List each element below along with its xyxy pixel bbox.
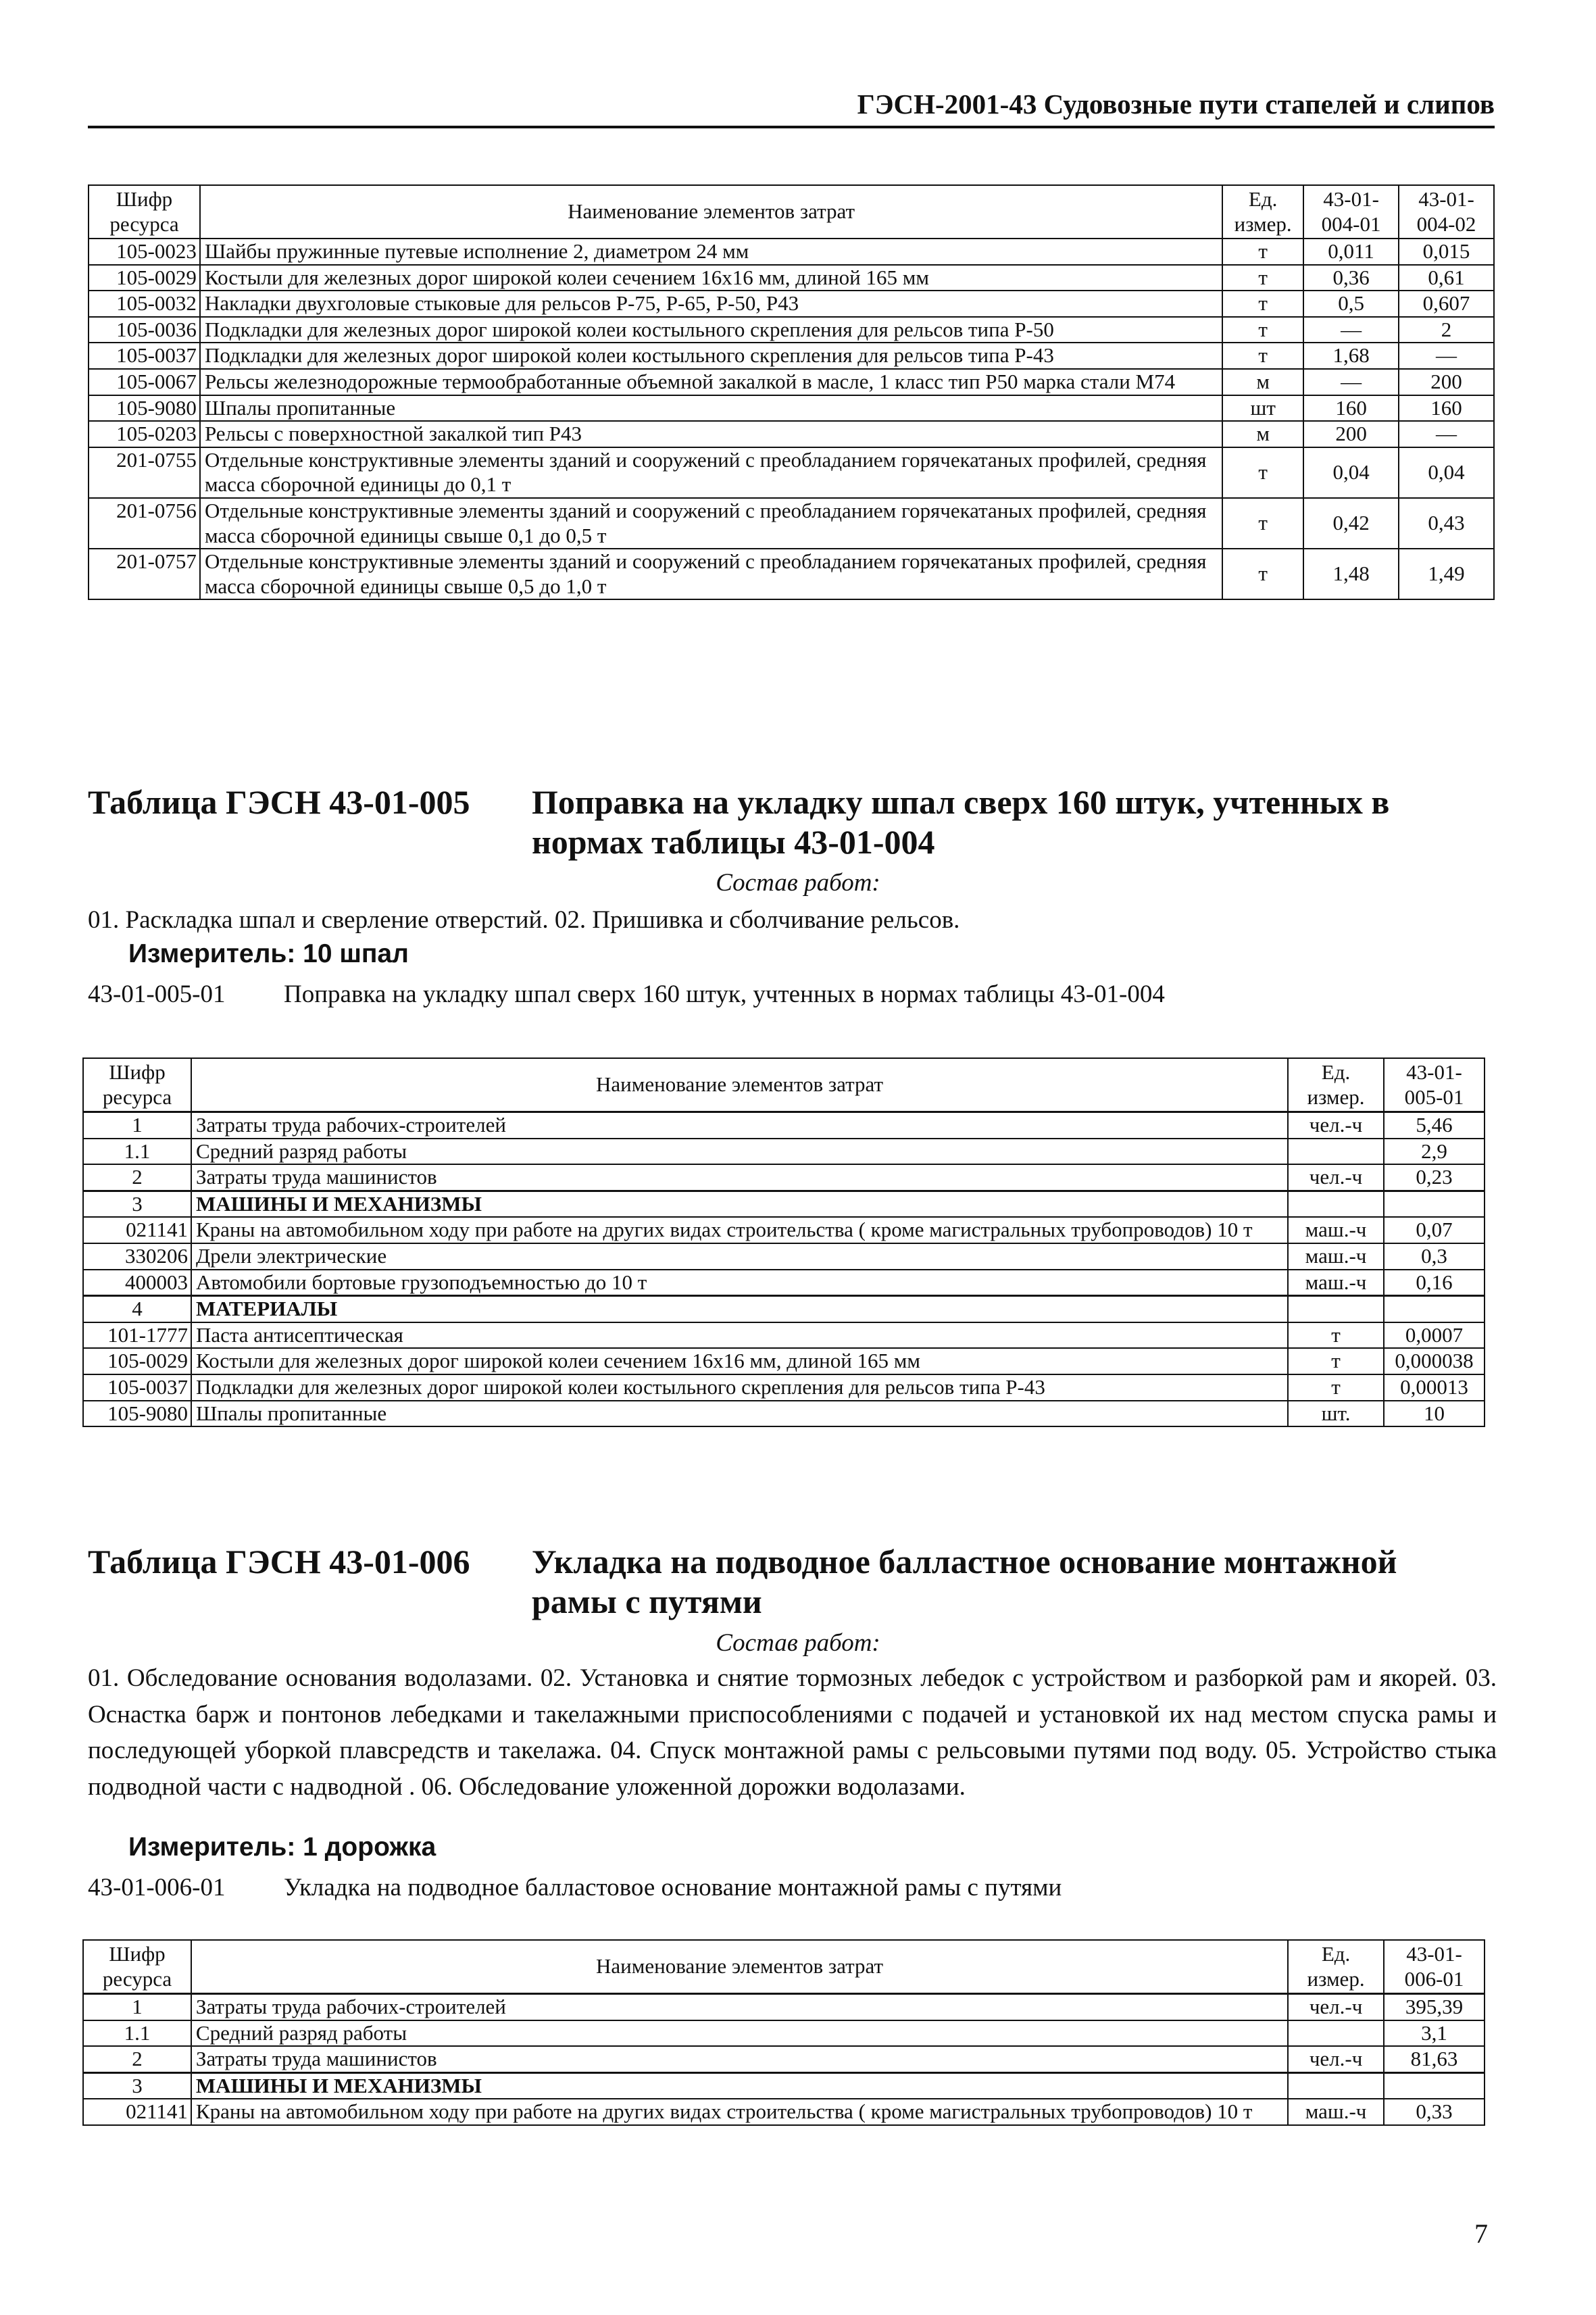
table-row — [83, 2046, 1485, 2072]
cell-name: Краны на автомобильном ходу при работе на других видах строительства ( кроме магистральных трубопроводов) 10 т — [191, 1217, 1288, 1243]
cell-code: 2 — [83, 2046, 191, 2072]
cell-unit: т — [1222, 447, 1303, 498]
cell-unit: маш.-ч — [1288, 1270, 1384, 1296]
cell-value: 0,36 — [1303, 265, 1399, 291]
cell-name: Краны на автомобильном ходу при работе на других видах строительства ( кроме магистральных трубопроводов) 10 т — [191, 2099, 1288, 2125]
cell-unit: чел.-ч — [1288, 2046, 1384, 2072]
cell-code: 3 — [83, 1191, 191, 1217]
cell-value: 3,1 — [1384, 2020, 1485, 2047]
cell-unit: маш.-ч — [1288, 2099, 1384, 2125]
norm-code-006: 43-01-006-01 — [88, 1874, 226, 1901]
cell-name: Затраты труда машинистов — [191, 1164, 1288, 1191]
cell-value: 0,3 — [1384, 1243, 1485, 1270]
cell-unit: м — [1222, 369, 1303, 395]
cell-value: 0,000038 — [1384, 1348, 1485, 1374]
cell-value: 0,04 — [1399, 447, 1494, 498]
table-row — [89, 447, 1494, 498]
cell-unit: т — [1222, 239, 1303, 265]
cell-value: — — [1399, 421, 1494, 447]
norm-name-005: Поправка на укладку шпал сверх 160 штук, учтенных в нормах таблицы 43-01-004 — [284, 980, 1165, 1008]
cell-name: Паста антисептическая — [191, 1322, 1288, 1349]
cell-code: 105-0037 — [83, 1374, 191, 1401]
cell-name: Средний разряд работы — [191, 2020, 1288, 2047]
table-row — [83, 1112, 1485, 1139]
cell-code: 400003 — [83, 1270, 191, 1296]
cell-name: Дрели электрические — [191, 1243, 1288, 1270]
cell-value: 1,49 — [1399, 549, 1494, 599]
cell-name: Подкладки для железных дорог широкой колеи костыльного скрепления для рельсов типа Р-50 — [200, 317, 1222, 343]
cell-value: 0,43 — [1399, 498, 1494, 549]
cell-code: 105-0029 — [89, 265, 200, 291]
sostav-label-005: Состав работ: — [716, 869, 880, 897]
cell-unit — [1288, 2072, 1384, 2099]
col-header-unit: Ед. измер. — [1222, 185, 1303, 239]
cell-unit: т — [1222, 498, 1303, 549]
table-row — [83, 1243, 1485, 1270]
cell-value: 0,011 — [1303, 239, 1399, 265]
col-header-norm-a: 43-01- 004-01 — [1303, 185, 1399, 239]
cell-value — [1384, 2072, 1485, 2099]
table-header-row — [83, 1058, 1485, 1112]
cell-unit: т — [1222, 291, 1303, 317]
cell-code: 330206 — [83, 1243, 191, 1270]
cell-name: Автомобили бортовые грузоподъемностью до 10 т — [191, 1270, 1288, 1296]
cell-unit: чел.-ч — [1288, 1994, 1384, 2020]
table-title-005: Поправка на укладку шпал сверх 160 штук, учтенных в нормах таблицы 43-01-004 — [532, 783, 1390, 861]
col-header-code: Шифр ресурса — [89, 185, 200, 239]
cell-unit: шт. — [1288, 1401, 1384, 1427]
norm-code-005: 43-01-005-01 — [88, 980, 226, 1008]
cell-code: 021141 — [83, 2099, 191, 2125]
cell-code: 105-9080 — [89, 395, 200, 422]
cell-code: 105-0203 — [89, 421, 200, 447]
cell-value: 160 — [1399, 395, 1494, 422]
cell-value: 0,04 — [1303, 447, 1399, 498]
col-header-norm-a: 43-01- 006-01 — [1384, 1940, 1485, 1994]
table-row — [83, 2072, 1485, 2099]
cell-value: 1,68 — [1303, 343, 1399, 369]
table-row — [83, 2099, 1485, 2125]
cell-code: 105-0036 — [89, 317, 200, 343]
cell-value: 0,607 — [1399, 291, 1494, 317]
table-id-006: Таблица ГЭСН 43-01-006 — [88, 1543, 470, 1580]
cell-code: 105-0037 — [89, 343, 200, 369]
cell-value: 200 — [1303, 421, 1399, 447]
norm-name-006: Укладка на подводное балластовое основание монтажной рамы с путями — [284, 1874, 1062, 1901]
table-row — [89, 395, 1494, 422]
resource-table-006 — [82, 1939, 1485, 2126]
cell-unit: шт — [1222, 395, 1303, 422]
cell-value: 10 — [1384, 1401, 1485, 1427]
cell-unit: т — [1222, 317, 1303, 343]
measure-006: Измеритель: 1 дорожка — [128, 1833, 437, 1862]
table-header-row — [89, 185, 1494, 239]
cell-name: Рельсы железнодорожные термообработанные объемной закалкой в масле, 1 класс тип Р50 марка стали М74 — [200, 369, 1222, 395]
cell-unit — [1288, 1139, 1384, 1165]
table-row — [83, 1139, 1485, 1165]
table-title-006: Укладка на подводное балластное основание монтажной рамы с путями — [532, 1543, 1397, 1620]
measure-005: Измеритель: 10 шпал — [128, 939, 409, 968]
resource-table-005 — [82, 1057, 1485, 1427]
cell-unit: т — [1222, 265, 1303, 291]
cell-name: Отдельные конструктивные элементы зданий и сооружений с преобладанием горячекатаных профилей, средняя масса сборочной единицы свыше 0,5 до 1,0 т — [200, 549, 1222, 599]
cell-code: 1.1 — [83, 1139, 191, 1165]
cell-code: 105-0029 — [83, 1348, 191, 1374]
cell-code: 1 — [83, 1112, 191, 1139]
cell-value: 0,07 — [1384, 1217, 1485, 1243]
cell-name: Шайбы пружинные путевые исполнение 2, диаметром 24 мм — [200, 239, 1222, 265]
cell-value: 0,42 — [1303, 498, 1399, 549]
table-row — [89, 265, 1494, 291]
table-row — [83, 1296, 1485, 1322]
cell-code: 2 — [83, 1164, 191, 1191]
cell-code: 1 — [83, 1994, 191, 2020]
cell-unit: м — [1222, 421, 1303, 447]
cell-code: 1.1 — [83, 2020, 191, 2047]
cell-value: 0,5 — [1303, 291, 1399, 317]
cell-value: 0,015 — [1399, 239, 1494, 265]
cell-value: 5,46 — [1384, 1112, 1485, 1139]
cell-value: — — [1399, 343, 1494, 369]
table-row — [89, 421, 1494, 447]
cell-value: 2 — [1399, 317, 1494, 343]
cell-value: 81,63 — [1384, 2046, 1485, 2072]
cell-code: 021141 — [83, 1217, 191, 1243]
table-id-005: Таблица ГЭСН 43-01-005 — [88, 783, 470, 821]
cell-unit: чел.-ч — [1288, 1164, 1384, 1191]
cell-name: Рельсы с поверхностной закалкой тип Р43 — [200, 421, 1222, 447]
cell-name: Костыли для железных дорог широкой колеи сечением 16х16 мм, длиной 165 мм — [191, 1348, 1288, 1374]
cell-code: 105-0023 — [89, 239, 200, 265]
col-header-code: Шифр ресурса — [83, 1940, 191, 1994]
cell-code: 201-0757 — [89, 549, 200, 599]
cell-value: 160 — [1303, 395, 1399, 422]
cell-value: 0,00013 — [1384, 1374, 1485, 1401]
table-row — [83, 1322, 1485, 1349]
cell-unit: т — [1222, 549, 1303, 599]
cell-name: Затраты труда машинистов — [191, 2046, 1288, 2072]
cell-value: 395,39 — [1384, 1994, 1485, 2020]
cell-name: Затраты труда рабочих-строителей — [191, 1112, 1288, 1139]
cell-value — [1384, 1296, 1485, 1322]
cell-name: Отдельные конструктивные элементы зданий и сооружений с преобладанием горячекатаных профилей, средняя масса сборочной единицы свыше 0,1 до 0,5 т — [200, 498, 1222, 549]
table-row — [83, 1348, 1485, 1374]
cell-name: Подкладки для железных дорог широкой колеи костыльного скрепления для рельсов типа Р-43 — [200, 343, 1222, 369]
col-header-norm-b: 43-01- 004-02 — [1399, 185, 1494, 239]
cell-unit: чел.-ч — [1288, 1112, 1384, 1139]
cell-unit — [1288, 2020, 1384, 2047]
table-row — [89, 369, 1494, 395]
cell-code: 101-1777 — [83, 1322, 191, 1349]
cell-value: 2,9 — [1384, 1139, 1485, 1165]
cell-name: Костыли для железных дорог широкой колеи сечением 16х16 мм, длиной 165 мм — [200, 265, 1222, 291]
cell-value — [1384, 1191, 1485, 1217]
cell-value: — — [1303, 317, 1399, 343]
table-row — [83, 1217, 1485, 1243]
cell-name: Отдельные конструктивные элементы зданий и сооружений с преобладанием горячекатаных профилей, средняя масса сборочной единицы до 0,1 т — [200, 447, 1222, 498]
cell-unit — [1288, 1191, 1384, 1217]
cell-name: Подкладки для железных дорог широкой колеи костыльного скрепления для рельсов типа Р-43 — [191, 1374, 1288, 1401]
col-header-norm-a: 43-01- 005-01 — [1384, 1058, 1485, 1112]
cell-unit: т — [1288, 1374, 1384, 1401]
table-row — [89, 549, 1494, 599]
table-row — [89, 291, 1494, 317]
col-header-name: Наименование элементов затрат — [200, 185, 1222, 239]
cell-unit: маш.-ч — [1288, 1217, 1384, 1243]
cell-unit: т — [1288, 1322, 1384, 1349]
page-number: 7 — [1474, 2218, 1488, 2249]
cell-name: МАТЕРИАЛЫ — [191, 1296, 1288, 1322]
cell-value: 0,23 — [1384, 1164, 1485, 1191]
table-row — [83, 1270, 1485, 1296]
cell-code: 201-0756 — [89, 498, 200, 549]
table-row — [89, 343, 1494, 369]
cell-name: МАШИНЫ И МЕХАНИЗМЫ — [191, 1191, 1288, 1217]
col-header-unit: Ед. измер. — [1288, 1058, 1384, 1112]
cell-value: 0,61 — [1399, 265, 1494, 291]
cell-name: МАШИНЫ И МЕХАНИЗМЫ — [191, 2072, 1288, 2099]
cell-code: 105-0067 — [89, 369, 200, 395]
cell-code: 4 — [83, 1296, 191, 1322]
cell-name: Шпалы пропитанные — [200, 395, 1222, 422]
cell-value: 200 — [1399, 369, 1494, 395]
sostav-text-006: 01. Обследование основания водолазами. 02. Установка и снятие тормозных лебедок с устройством и разборкой рам и якорей. 03. Оснастка барж и понтонов лебедками и такелажными приспособлениями с подачей и установкой их над местом спуска рамы и последующей уборкой плавсредств и такелажа. 04. Спуск монтажной рамы с рельсовыми путями под воду. 05. Устройство стыка подводной части с надводной . 06. Обследование уложенной дорожки водолазами. — [88, 1664, 1497, 1801]
col-header-name: Наименование элементов затрат — [191, 1940, 1288, 1994]
table-row — [83, 1191, 1485, 1217]
cell-value: 0,33 — [1384, 2099, 1485, 2125]
table-row — [83, 1164, 1485, 1191]
cell-value: 1,48 — [1303, 549, 1399, 599]
col-header-name: Наименование элементов затрат — [191, 1058, 1288, 1112]
col-header-code: Шифр ресурса — [83, 1058, 191, 1112]
table-header-row — [83, 1940, 1485, 1994]
cell-code: 105-9080 — [83, 1401, 191, 1427]
table-body — [89, 239, 1494, 599]
col-header-unit: Ед. измер. — [1288, 1940, 1384, 1994]
page-header — [88, 85, 1495, 128]
table-row — [83, 1374, 1485, 1401]
sostav-text-005: 01. Раскладка шпал и сверление отверстий. 02. Пришивка и сболчивание рельсов. — [88, 906, 960, 934]
table-row — [83, 2020, 1485, 2047]
table-body — [83, 1994, 1485, 2125]
cell-unit: маш.-ч — [1288, 1243, 1384, 1270]
cell-value: — — [1303, 369, 1399, 395]
table-row — [89, 498, 1494, 549]
cell-value: 0,16 — [1384, 1270, 1485, 1296]
header-title: ГЭСН-2001-43 Судовозные пути стапелей и слипов — [857, 89, 1495, 120]
cell-unit — [1288, 1296, 1384, 1322]
cell-name: Шпалы пропитанные — [191, 1401, 1288, 1427]
cell-unit: т — [1288, 1348, 1384, 1374]
table-row — [89, 317, 1494, 343]
cell-name: Затраты труда рабочих-строителей — [191, 1994, 1288, 2020]
cell-name: Накладки двухголовые стыковые для рельсов Р-75, Р-65, Р-50, Р43 — [200, 291, 1222, 317]
cell-code: 105-0032 — [89, 291, 200, 317]
table-row — [83, 1994, 1485, 2020]
table-row — [83, 1401, 1485, 1427]
table-body — [83, 1112, 1485, 1426]
cell-unit: т — [1222, 343, 1303, 369]
table-row — [89, 239, 1494, 265]
cell-code: 201-0755 — [89, 447, 200, 498]
cell-value: 0,0007 — [1384, 1322, 1485, 1349]
resource-table-004 — [88, 184, 1495, 600]
sostav-label-006: Состав работ: — [716, 1629, 880, 1657]
cell-code: 3 — [83, 2072, 191, 2099]
cell-name: Средний разряд работы — [191, 1139, 1288, 1165]
